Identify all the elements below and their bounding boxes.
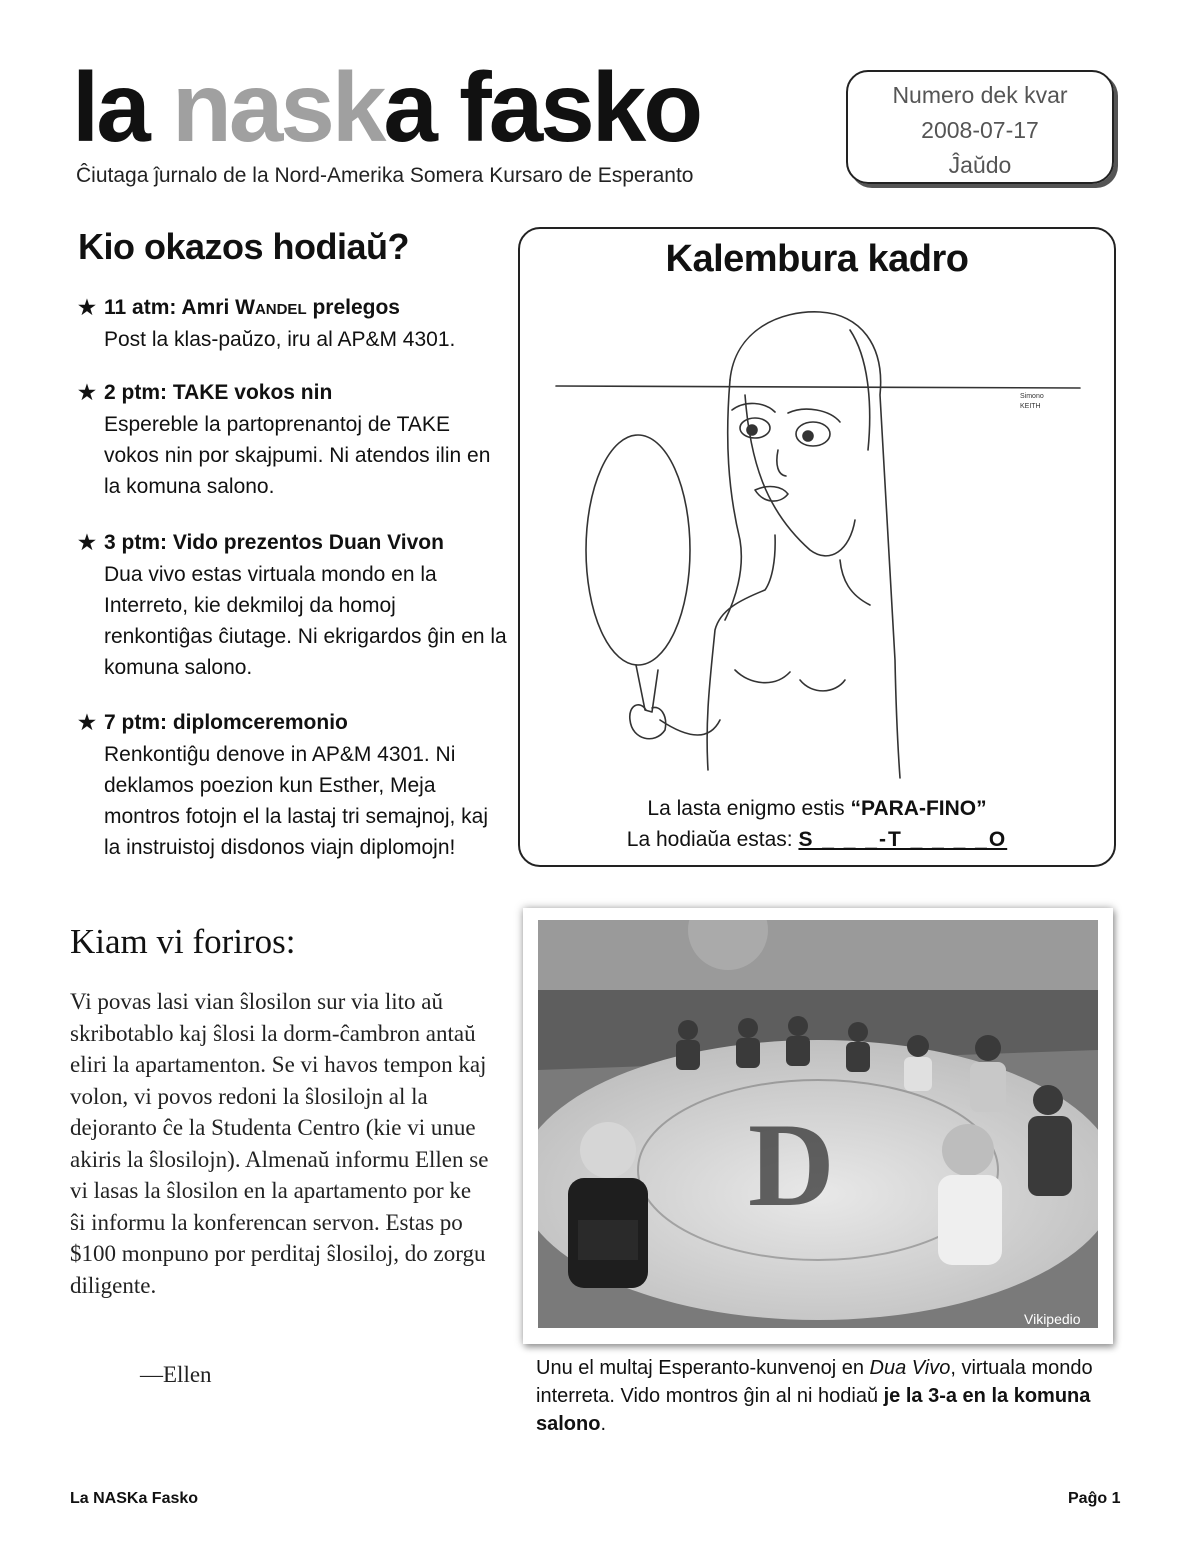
- riddle-text: [518, 793, 1116, 855]
- event-title: ★ 2 ptm: TAKE vokos nin: [78, 377, 508, 409]
- photo-credit: Vikipedio: [1024, 1311, 1081, 1327]
- svg-text:D: D: [748, 1098, 835, 1231]
- today-riddle: La hodiaŭa estas: S _ _ _-T _ _ _ _O: [626, 828, 1008, 851]
- leaving-body: Vi povas lasi vian ŝlosilon sur via lito aŭ skribotablo kaj ŝlosi la dorm-ĉambron antaŭ eliri la apartamenton. Se vi havos tempon kaj volon, vi povos redoni la ŝlosilojn al la dejoranto ĉe la Studenta Centro (kie vi unue akiris la ŝlosilojn). Almenaŭ informu Ellen se vi lasas la ŝlosilon en la apartamento por ke ŝi informu la konferencan servon. Estas po $100 monpuno por perditaj ŝlosiloj, do zorgu diligente.: [70, 989, 489, 1298]
- issue-number: Numero dek kvar: [892, 82, 1068, 108]
- footer-page-number: Paĝo 1: [1068, 1490, 1121, 1507]
- leaving-heading: Kiam vi foriros:: [70, 922, 296, 961]
- star-icon: ★: [78, 532, 96, 554]
- issue-day: Ĵaŭdo: [948, 152, 1012, 178]
- event-item: [78, 707, 508, 863]
- events-heading: Kio okazos hodiaŭ?: [78, 226, 410, 267]
- comic-signature-name: Simono: [1020, 393, 1044, 400]
- event-title: ★ 7 ptm: diplomceremonio: [78, 707, 508, 739]
- comic-signature-surname: KEITH: [1020, 403, 1041, 410]
- last-riddle: La lasta enigmo estis “PARA-FINO”: [647, 797, 987, 820]
- event-title: ★ 3 ptm: Vido prezentos Duan Vivon: [78, 527, 508, 559]
- issue-date: 2008-07-17: [921, 117, 1039, 143]
- star-icon: ★: [78, 712, 96, 734]
- star-icon: ★: [78, 297, 96, 319]
- event-description: Post la klas-paŭzo, iru al AP&M 4301.: [104, 328, 456, 351]
- photo-caption: Unu el multaj Esperanto-kunvenoj en Dua Vivo, virtuala mondo interreta. Vido montros ĝin al ni hodiaŭ je la 3-a en la komuna salono.: [536, 1357, 1093, 1435]
- newsletter-title: la naska fasko: [72, 52, 701, 162]
- issue-info-box: [846, 70, 1114, 184]
- leaving-signature: —Ellen: [140, 1362, 212, 1387]
- event-title: ★ 11 atm: Amri Wandel prelegos: [78, 292, 508, 324]
- footer-publication-name: La NASKa Fasko: [70, 1490, 199, 1507]
- event-item: [78, 377, 508, 502]
- star-icon: ★: [78, 382, 96, 404]
- newsletter-subtitle: Ĉiutaga ĵurnalo de la Nord-Amerika Somera Kursaro de Esperanto: [76, 164, 694, 187]
- event-description: Dua vivo estas virtuala mondo en la Interreto, kie dekmiloj da homoj renkontiĝas ĉiutage. Ni ekrigardos ĝin en la komuna salono.: [104, 563, 507, 679]
- event-item: [78, 292, 508, 355]
- comic-title: Kalembura kadro: [665, 238, 969, 280]
- event-description: Espereble la partoprenantoj de TAKE vokos nin por skajpumi. Ni atendos ilin en la komuna salono.: [104, 413, 491, 498]
- event-description: Renkontiĝu denove in AP&M 4301. Ni deklamos poezion kun Esther, Meja montros fotojn el la lastaj tri semajnoj, kaj la instruistoj disdonos viajn diplomojn!: [104, 743, 488, 859]
- comic-drawing: [550, 300, 1090, 780]
- event-item: [78, 527, 508, 683]
- second-life-photo: [538, 920, 1098, 1328]
